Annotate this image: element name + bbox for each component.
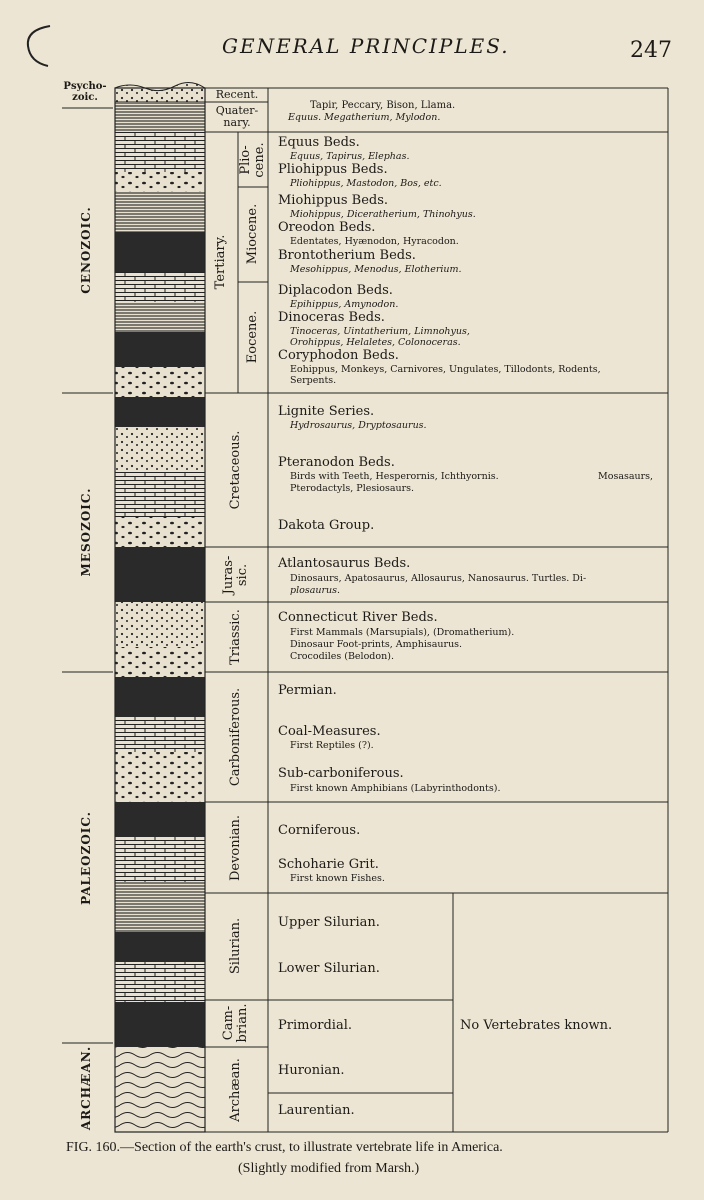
bed-fauna-line: First Mammals (Marsupials), (Dromatherium). xyxy=(290,627,515,638)
bed-name: Laurentian. xyxy=(278,1103,355,1118)
bracket-mark xyxy=(20,22,60,68)
bed-name: Corniferous. xyxy=(278,823,361,838)
bed-fauna-line: Mesohippus, Menodus, Elotherium. xyxy=(290,264,462,275)
bed-fauna-line: Miohippus, Diceratherium, Thinohyus. xyxy=(290,209,476,220)
period-jurassic: Juras-sic. xyxy=(221,555,250,595)
period-carboniferous: Carboniferous. xyxy=(228,687,243,787)
bed-fauna-line: Birds with Teeth, Hesperornis, Ichthyornis. xyxy=(290,471,499,482)
bed-fauna-line: Equus. Megatherium, Mylodon. xyxy=(288,112,441,123)
bed-fauna-line: Eohippus, Monkeys, Carnivores, Ungulates, Tillodonts, Rodents, xyxy=(290,364,601,375)
bed-fauna-line: Orohippus, Helaletes, Colonoceras. xyxy=(290,337,461,348)
bed-name: Pliohippus Beds. xyxy=(278,162,388,177)
epoch-miocene: Miocene. xyxy=(245,203,260,265)
bed-name: Brontotherium Beds. xyxy=(278,248,416,263)
era-archaean: ARCHÆAN. xyxy=(79,1045,93,1131)
bed-name: Equus Beds. xyxy=(278,135,360,150)
bed-name: Permian. xyxy=(278,683,337,698)
bed-name: Sub-carboniferous. xyxy=(278,766,404,781)
bed-name: Coryphodon Beds. xyxy=(278,348,399,363)
period-recent: Recent. xyxy=(215,88,259,101)
period-devonian: Devonian. xyxy=(228,814,243,882)
bed-fauna-line: First Reptiles (?). xyxy=(290,740,374,751)
period-triassic: Triassic. xyxy=(228,609,243,665)
page-header-title: GENERAL PRINCIPLES. xyxy=(222,34,510,58)
bed-fauna-line: Tinoceras, Uintatherium, Limnohyus, xyxy=(290,326,470,337)
bed-name: Huronian. xyxy=(278,1063,345,1078)
bed-name: Lignite Series. xyxy=(278,404,375,419)
bed-fauna-line: Crocodiles (Belodon). xyxy=(290,651,394,662)
era-paleozoic: PALEOZOIC. xyxy=(79,811,93,905)
bed-name: Connecticut River Beds. xyxy=(278,610,438,625)
period-cretaceous: Cretaceous. xyxy=(228,430,243,510)
bed-name: Dakota Group. xyxy=(278,518,375,533)
bed-fauna-line: Edentates, Hyænodon, Hyracodon. xyxy=(290,236,459,247)
bed-fauna-line: Tapir, Peccary, Bison, Llama. xyxy=(310,100,456,111)
bed-name: Lower Silurian. xyxy=(278,961,380,976)
bed-fauna-line: Pterodactyls, Plesiosaurs. xyxy=(290,483,415,494)
bed-name: Pteranodon Beds. xyxy=(278,455,395,470)
period-archaean: Archæan. xyxy=(228,1058,243,1122)
page-number: 247 xyxy=(630,38,672,63)
bed-name: Oreodon Beds. xyxy=(278,220,376,235)
bed-fauna-line: Dinosaur Foot-prints, Amphisaurus. xyxy=(290,639,463,650)
bed-name: Schoharie Grit. xyxy=(278,857,379,872)
bed-name: Diplacodon Beds. xyxy=(278,283,393,298)
strata-column xyxy=(115,82,205,1132)
bed-fauna-line: First known Fishes. xyxy=(290,873,385,884)
bed-name: Coal-Measures. xyxy=(278,724,381,739)
period-quaternary: Quater-nary. xyxy=(215,104,259,129)
bed-fauna-line: Serpents. xyxy=(290,375,337,386)
era-psychozoic: Psycho-zoic. xyxy=(63,81,107,103)
bed-fauna-line: Pliohippus, Mastodon, Bos, etc. xyxy=(290,178,442,189)
era-cenozoic: CENOZOIC. xyxy=(79,206,93,294)
period-tertiary: Tertiary. xyxy=(213,234,228,290)
bed-fauna-line: Equus, Tapirus, Elephas. xyxy=(290,151,410,162)
period-silurian: Silurian. xyxy=(228,917,243,975)
period-cambrian: Cam-brian. xyxy=(221,1003,250,1043)
bed-fauna-line: plosaurus. xyxy=(290,585,341,596)
bed-fauna-line: First known Amphibians (Labyrinthodonts). xyxy=(290,783,501,794)
bed-name: Primordial. xyxy=(278,1018,353,1033)
bed-name: Dinoceras Beds. xyxy=(278,310,385,325)
bed-fauna-line: Mosasaurs, xyxy=(598,471,654,482)
no-vertebrates-note: No Vertebrates known. xyxy=(460,1018,613,1033)
figure-caption-sub: (Slightly modified from Marsh.) xyxy=(238,1161,420,1176)
bed-name: Miohippus Beds. xyxy=(278,193,389,208)
era-mesozoic: MESOZOIC. xyxy=(79,487,93,577)
bed-fauna-line: Dinosaurs, Apatosaurus, Allosaurus, Nanosaurus. Turtles. Di- xyxy=(290,573,587,584)
bed-name: Upper Silurian. xyxy=(278,915,380,930)
bed-fauna-line: Epihippus, Amynodon. xyxy=(290,299,399,310)
bed-name: Atlantosaurus Beds. xyxy=(278,556,411,571)
figure-caption: FIG. 160.—Section of the earth's crust, to illustrate vertebrate life in America. xyxy=(66,1140,503,1155)
bed-fauna-line: Hydrosaurus, Dryptosaurus. xyxy=(290,420,427,431)
epoch-pliocene: Plio-cene. xyxy=(238,142,267,178)
epoch-eocene: Eocene. xyxy=(245,310,260,364)
